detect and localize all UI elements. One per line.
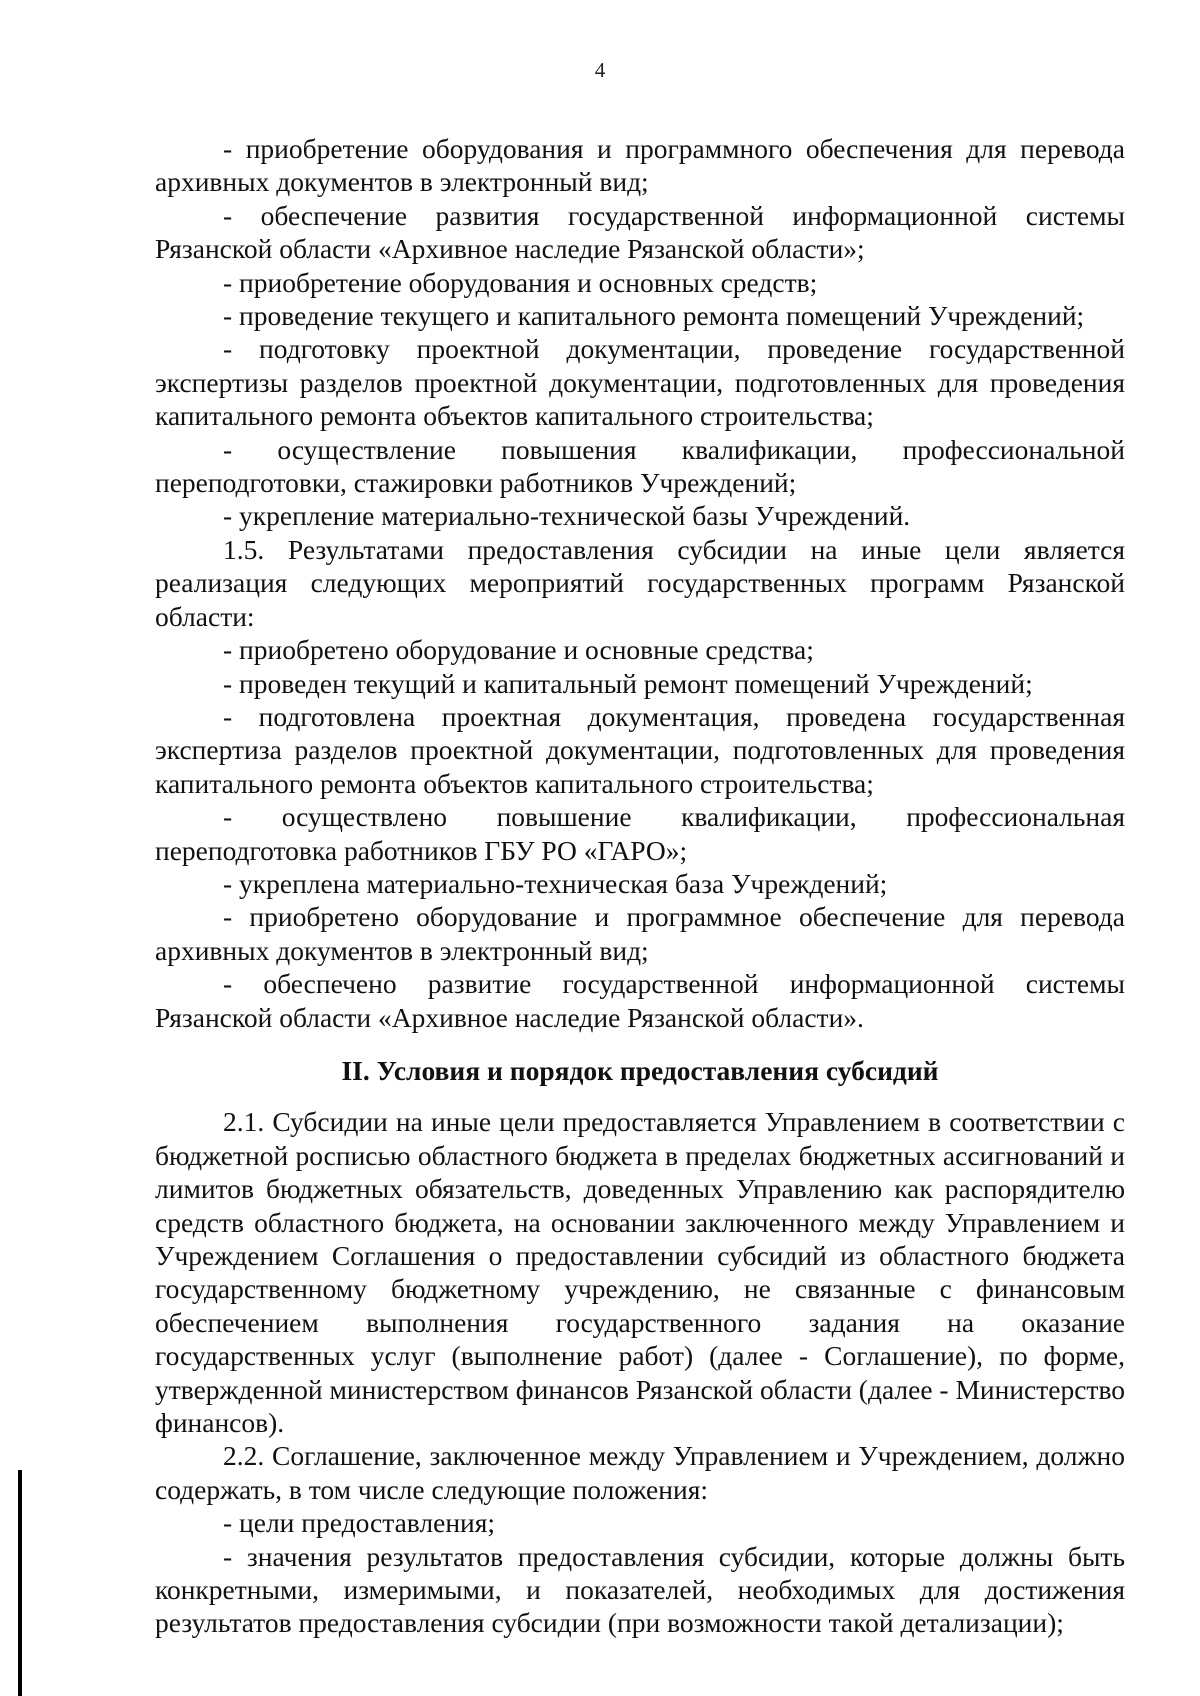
paragraph: - приобретено оборудование и программное обеспечение для перевода архивных документов в электронный вид; (155, 901, 1125, 966)
paragraph: - значения результатов предоставления субсидии, которые должны быть конкретными, измеримыми, и показателей, необходимых для достижения результатов предоставления субсидии (при возможности такой детализации); (155, 1540, 1125, 1639)
paragraph: - приобретение оборудования и программного обеспечения для перевода архивных документов в электронный вид; (155, 133, 1125, 198)
section-heading: II. Условия и порядок предоставления субсидий (341, 1054, 939, 1086)
paragraph: - подготовлена проектная документация, проведена государственная экспертиза разделов проектной документации, подготовленных для проведения капитального ремонта объектов капитального строительства; (155, 700, 1125, 799)
scan-margin-line (18, 1470, 22, 1696)
paragraph: 1.5. Результатами предоставления субсидии на иные цели является реализация следующих мероприятий государственных программ Рязанской области: (155, 533, 1125, 632)
page-number: 4 (594, 58, 606, 82)
paragraph: - укреплена материально-техническая база Учреждений; (223, 867, 888, 899)
paragraph: - осуществлено повышение квалификации, профессиональная переподготовка работников ГБУ РО «ГАРО»; (155, 801, 1125, 866)
paragraph: - приобретено оборудование и основные средства; (223, 634, 814, 666)
paragraph: 2.2. Соглашение, заключенное между Управлением и Учреждением, должно содержать, в том числе следующие положения: (155, 1440, 1125, 1505)
paragraph: - обеспечено развитие государственной информационной системы Рязанской области «Архивное наследие Рязанской области». (155, 968, 1125, 1033)
document-body (155, 132, 1125, 1640)
paragraph: - цели предоставления; (223, 1507, 496, 1539)
paragraph: - осуществление повышения квалификации, профессиональной переподготовки, стажировки работников Учреждений; (155, 433, 1125, 499)
paragraph: - проведение текущего и капитального ремонта помещений Учреждений; (223, 300, 1085, 332)
paragraph: 2.1. Субсидии на иные цели предоставляется Управлением в соответствии с бюджетной росписью областного бюджета в пределах бюджетных ассигнований и лимитов бюджетных обязательств, доведенных Управлению как распорядителю средств областного бюджета, на основании заключенного между Управлением и Учреждением Соглашения о предоставлении субсидий из областного бюджета государственному бюджетному учреждению, не связанные с финансовым обеспечением выполнения государственного задания на оказание государственных услуг (выполнение работ) (далее - Соглашение), по форме, утвержденной министерством финансов Рязанской области (далее - Министерство финансов). (155, 1106, 1125, 1439)
paragraph: - приобретение оборудования и основных средств; (223, 266, 818, 298)
paragraph: - обеспечение развития государственной информационной системы Рязанской области «Архивное наследие Рязанской области»; (155, 199, 1125, 265)
paragraph: - укрепление материально-технической базы Учреждений. (223, 500, 911, 532)
paragraph: - проведен текущий и капитальный ремонт помещений Учреждений; (223, 667, 1033, 699)
paragraph: - подготовку проектной документации, проведение государственной экспертизы разделов проектной документации, подготовленных для проведения капитального ремонта объектов капитального строительства; (155, 333, 1125, 432)
